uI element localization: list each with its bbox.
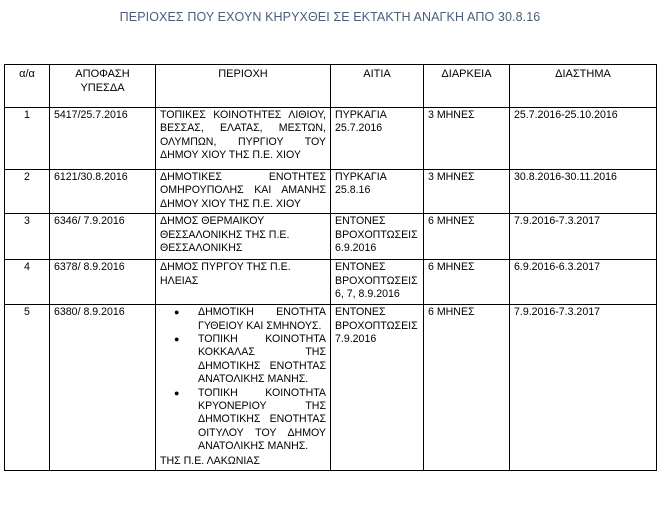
header-duration: ΔΙΑΡΚΕΙΑ xyxy=(424,65,510,108)
header-decision-line1: ΑΠΟΦΑΣΗ xyxy=(75,68,130,80)
bullet-icon: ● xyxy=(174,334,180,345)
table-row xyxy=(5,170,657,214)
header-decision-line2: ΥΠΕΣΔΑ xyxy=(80,82,125,94)
header-decision xyxy=(50,65,156,108)
cell-decision: 6346/ 7.9.2016 xyxy=(50,214,156,260)
cell-period: 7.9.2016-7.3.2017 xyxy=(510,214,657,260)
cell-decision: 6380/ 8.9.2016 xyxy=(50,305,156,471)
header-period: ΔΙΑΣΤΗΜΑ xyxy=(510,65,657,108)
cell-duration: 6 ΜΗΝΕΣ xyxy=(424,260,510,305)
cell-aa: 1 xyxy=(5,108,50,170)
header-aa: α/α xyxy=(5,65,50,108)
cell-decision: 6378/ 8.9.2016 xyxy=(50,260,156,305)
table-row xyxy=(5,214,657,260)
page-title: ΠΕΡΙΟΧΕΣ ΠΟΥ ΕΧΟΥΝ ΚΗΡΥΧΘΕΙ ΣΕ ΕΚΤΑΚΤΗ ΑΝΑΓΚΗ ΑΠΟ 30.8.16 xyxy=(119,10,541,24)
cell-aa: 3 xyxy=(5,214,50,260)
cell-period: 30.8.2016-30.11.2016 xyxy=(510,170,657,214)
cell-area: ΔΗΜΟΣ ΘΕΡΜΑΙΚΟΥ ΘΕΣΣΑΛΟΝΙΚΗΣ ΤΗΣ Π.Ε. ΘΕΣΣΑΛΟΝΙΚΗΣ xyxy=(156,214,331,260)
emergency-areas-table xyxy=(4,64,657,471)
table-header-row xyxy=(5,65,657,108)
list-item-text: ΤΟΠΙΚΗ ΚΟΙΝΟΤΗΤΑ ΚΟΚΚΑΛΑΣ ΤΗΣ ΔΗΜΟΤΙΚΗΣ ΕΝΟΤΗΤΑΣ ΑΝΑΤΟΛΙΚΗΣ ΜΑΝΗΣ. xyxy=(198,333,326,386)
cell-period: 6.9.2016-6.3.2017 xyxy=(510,260,657,305)
cell-duration: 6 ΜΗΝΕΣ xyxy=(424,214,510,260)
cell-duration: 6 ΜΗΝΕΣ xyxy=(424,305,510,471)
cell-area: ΤΟΠΙΚΕΣ ΚΟΙΝΟΤΗΤΕΣ ΛΙΘΙΟΥ, ΒΕΣΣΑΣ, ΕΛΑΤΑΣ, ΜΕΣΤΩΝ, ΟΛΥΜΠΩΝ, ΠΥΡΓΙΟΥ ΤΟΥ ΔΗΜΟΥ ΧΙΟΥ ΤΗΣ Π.Ε. ΧΙΟΥ xyxy=(156,108,331,170)
cell-area xyxy=(156,305,331,471)
header-cause: ΑΙΤΙΑ xyxy=(331,65,424,108)
bullet-icon: ● xyxy=(174,387,180,398)
cell-decision: 5417/25.7.2016 xyxy=(50,108,156,170)
table-row xyxy=(5,305,657,471)
list-item xyxy=(174,387,326,454)
area-tail: ΤΗΣ Π.Ε. ΛΑΚΩΝΙΑΣ xyxy=(160,454,260,467)
table-row xyxy=(5,260,657,305)
list-item xyxy=(174,306,326,333)
cell-cause: ΕΝΤΟΝΕΣ ΒΡΟΧΟΠΤΩΣΕΙΣ 7.9.2016 xyxy=(331,305,424,471)
cell-aa: 2 xyxy=(5,170,50,214)
cell-duration: 3 ΜΗΝΕΣ xyxy=(424,170,510,214)
cell-cause: ΠΥΡΚΑΓΙΑ 25.7.2016 xyxy=(331,108,424,170)
cell-aa: 5 xyxy=(5,305,50,471)
cell-duration: 3 ΜΗΝΕΣ xyxy=(424,108,510,170)
cell-cause: ΠΥΡΚΑΓΙΑ 25.8.16 xyxy=(331,170,424,214)
cell-period: 25.7.2016-25.10.2016 xyxy=(510,108,657,170)
area-bullet-list xyxy=(160,306,326,453)
list-item-text: ΔΗΜΟΤΙΚΗ ΕΝΟΤΗΤΑ ΓΥΘΕΙΟΥ ΚΑΙ ΣΜΗΝΟΥΣ. xyxy=(198,306,326,332)
header-area: ΠΕΡΙΟΧΗ xyxy=(156,65,331,108)
cell-area: ΔΗΜΟΣ ΠΥΡΓΟΥ ΤΗΣ Π.Ε. ΗΛΕΙΑΣ xyxy=(156,260,331,305)
cell-decision: 6121/30.8.2016 xyxy=(50,170,156,214)
cell-cause: ΕΝΤΟΝΕΣ ΒΡΟΧΟΠΤΩΣΕΙΣ 6.9.2016 xyxy=(331,214,424,260)
list-item-text: ΤΟΠΙΚΗ ΚΟΙΝΟΤΗΤΑ ΚΡΥΟΝΕΡΙΟΥ ΤΗΣ ΔΗΜΟΤΙΚΗΣ ΕΝΟΤΗΤΑΣ ΟΙΤΥΛΟΥ ΤΟΥ ΔΗΜΟΥ ΑΝΑΤΟΛΙΚΗΣ ΜΑΝΗΣ. xyxy=(198,386,326,453)
cell-period: 7.9.2016-7.3.2017 xyxy=(510,305,657,471)
cell-aa: 4 xyxy=(5,260,50,305)
list-item xyxy=(174,333,326,387)
cell-cause: ΕΝΤΟΝΕΣ ΒΡΟΧΟΠΤΩΣΕΙΣ 6, 7, 8.9.2016 xyxy=(331,260,424,305)
cell-area: ΔΗΜΟΤΙΚΕΣ ΕΝΟΤΗΤΕΣ ΟΜΗΡΟΥΠΟΛΗΣ ΚΑΙ ΑΜΑΝΗΣ ΔΗΜΟΥ ΧΙΟΥ ΤΗΣ Π.Ε. ΧΙΟΥ xyxy=(156,170,331,214)
bullet-icon: ● xyxy=(174,307,180,318)
table-row xyxy=(5,108,657,170)
